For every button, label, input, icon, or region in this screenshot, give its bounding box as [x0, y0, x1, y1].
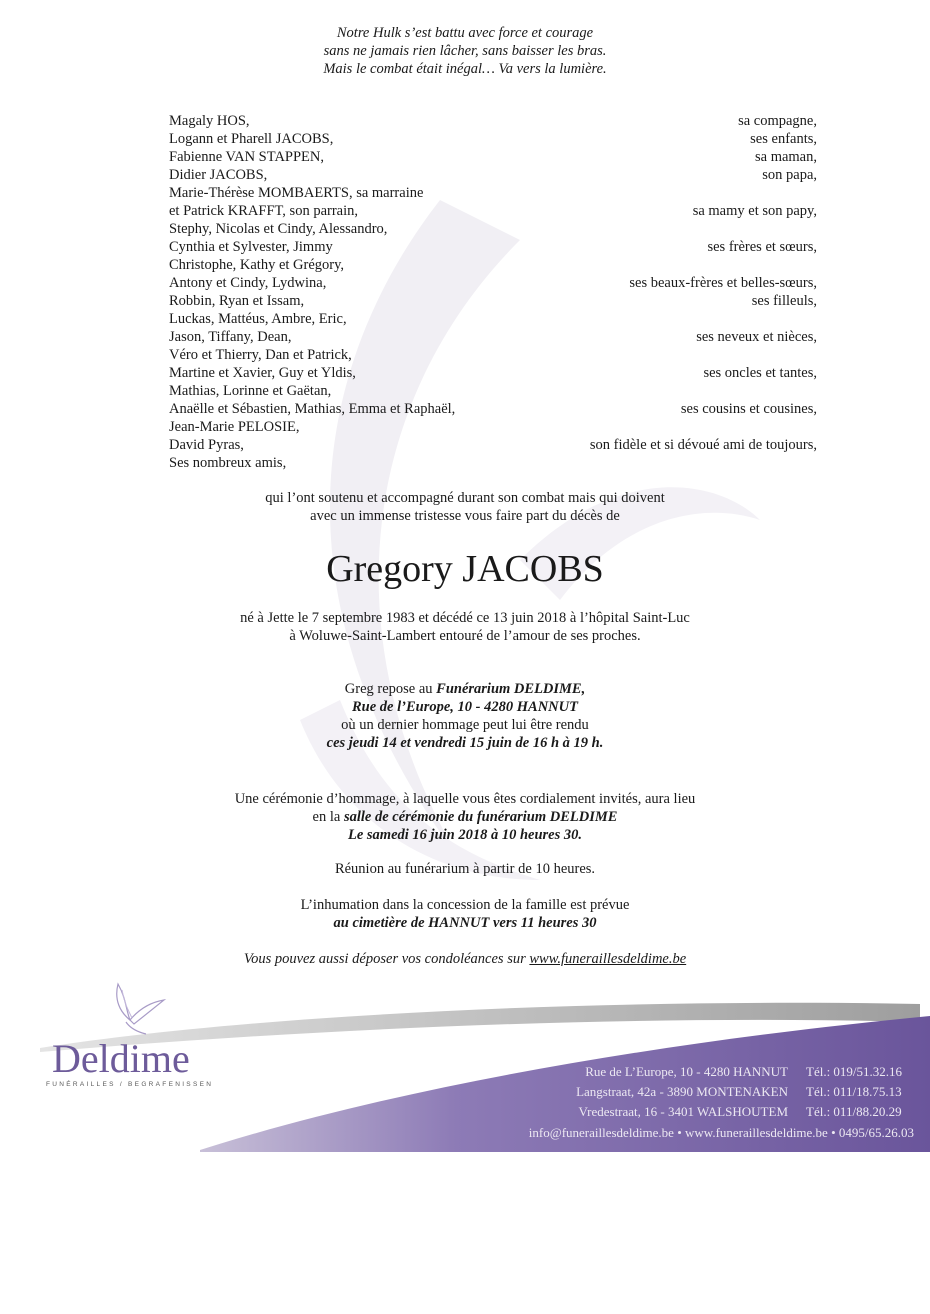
poem-line: sans ne jamais rien lâcher, sans baisser les bras.	[323, 43, 607, 59]
repose-address: Rue de l’Europe, 10 - 4280 HANNUT	[352, 699, 578, 715]
repose-dates: ces jeudi 14 et vendredi 15 juin de 16 h à 19 h.	[326, 735, 604, 751]
intro-line: avec un immense tristesse vous faire part du décès de	[310, 508, 620, 524]
dove-icon	[100, 980, 170, 1040]
repose-prefix: Greg repose au	[344, 681, 437, 697]
family-row	[169, 148, 817, 166]
family-relation: sa maman,	[754, 149, 817, 165]
family-member: Ses nombreux amis,	[169, 455, 287, 471]
family-relation: ses beaux-frères et belles-sœurs,	[629, 275, 817, 291]
reunion-info: Réunion au funérarium à partir de 10 heures.	[334, 861, 596, 877]
burial-place: au cimetière de HANNUT vers 11 heures 30	[333, 915, 597, 931]
family-row	[169, 184, 817, 202]
address-montenaken: Langstraat, 42a - 3890 MONTENAKEN	[576, 1084, 788, 1099]
burial-line: L’inhumation dans la concession de la famille est prévue	[300, 897, 630, 913]
family-relation: sa compagne,	[738, 113, 817, 129]
repose-line	[0, 680, 930, 698]
intro-line: qui l’ont soutenu et accompagné durant son combat mais qui doivent	[265, 490, 665, 506]
address-walshoutem: Vredestraat, 16 - 3401 WALSHOUTEM	[578, 1104, 788, 1119]
family-member: Cynthia et Sylvester, Jimmy	[169, 239, 333, 255]
family-row	[169, 166, 817, 184]
ceremony-place: salle de cérémonie du funérarium DELDIME	[343, 809, 618, 825]
family-member: Martine et Xavier, Guy et Yldis,	[169, 365, 356, 381]
family-member: Véro et Thierry, Dan et Patrick,	[169, 347, 352, 363]
family-relation: ses neveux et nièces,	[696, 329, 817, 345]
burial-info	[0, 896, 930, 932]
poem-line: Mais le combat était inégal… Va vers la lumière.	[323, 61, 607, 77]
family-row	[169, 274, 817, 292]
logo-tagline: FUNÉRAILLES / BEGRAFENISSEN	[46, 1081, 214, 1088]
announcement-intro	[0, 489, 930, 525]
family-member: Christophe, Kathy et Grégory,	[169, 257, 345, 273]
birth-line: à Woluwe-Saint-Lambert entouré de l’amour de ses proches.	[289, 628, 641, 644]
family-member: Marie-Thérèse MOMBAERTS, sa marraine	[169, 185, 424, 201]
birth-line: né à Jette le 7 septembre 1983 et décédé ce 13 juin 2018 à l’hôpital Saint-Luc	[240, 610, 690, 626]
poem-line: Notre Hulk s’est battu avec force et courage	[336, 25, 594, 41]
family-member: Logann et Pharell JACOBS,	[169, 131, 334, 147]
family-row	[169, 310, 817, 328]
ceremony-prefix: en la	[312, 809, 344, 825]
family-relation: ses enfants,	[750, 131, 817, 147]
family-member: Magaly HOS,	[169, 113, 250, 129]
family-row	[169, 202, 817, 220]
condolences-note	[0, 950, 930, 968]
family-member: et Patrick KRAFFT, son parrain,	[169, 203, 359, 219]
phone-hannut: Tél.: 019/51.32.16	[806, 1064, 903, 1079]
family-row	[169, 382, 817, 400]
ceremony-line: Une cérémonie d’hommage, à laquelle vous êtes cordialement invités, aura lieu	[234, 791, 696, 807]
condolences-link[interactable]: www.funeraillesdeldime.be	[529, 951, 687, 967]
ceremony-info	[0, 790, 930, 844]
family-member: Luckas, Mattéus, Ambre, Eric,	[169, 311, 347, 327]
family-list	[169, 112, 817, 472]
phone-walshoutem: Tél.: 011/88.20.29	[806, 1104, 902, 1119]
condolences-prefix: Vous pouvez aussi déposer vos condoléances sur	[243, 951, 530, 967]
repose-info	[0, 680, 930, 752]
family-member: Robbin, Ryan et Issam,	[169, 293, 305, 309]
family-relation: ses cousins et cousines,	[680, 401, 817, 417]
family-row	[169, 454, 817, 472]
family-row	[169, 346, 817, 364]
repose-line: où un dernier hommage peut lui être rendu	[341, 717, 589, 733]
family-member: Jean-Marie PELOSIE,	[169, 419, 300, 435]
family-row	[169, 220, 817, 238]
family-relation: sa mamy et son papy,	[692, 203, 817, 219]
family-member: Stephy, Nicolas et Cindy, Alessandro,	[169, 221, 388, 237]
family-relation: son papa,	[762, 167, 817, 183]
family-member: David Pyras,	[169, 437, 244, 453]
family-member: Jason, Tiffany, Dean,	[169, 329, 292, 345]
family-row	[169, 238, 817, 256]
family-relation: son fidèle et si dévoué ami de toujours,	[589, 437, 817, 453]
family-member: Fabienne VAN STAPPEN,	[169, 149, 324, 165]
birth-death-info	[0, 609, 930, 645]
family-row	[169, 292, 817, 310]
family-relation: ses filleuls,	[751, 293, 817, 309]
repose-place: Funérarium DELDIME,	[436, 681, 586, 697]
phone-montenaken: Tél.: 011/18.75.13	[806, 1084, 902, 1099]
family-member: Antony et Cindy, Lydwina,	[169, 275, 327, 291]
family-relation: ses frères et sœurs,	[707, 239, 817, 255]
address-hannut: Rue de L’Europe, 10 - 4280 HANNUT	[585, 1064, 788, 1079]
family-row	[169, 364, 817, 382]
family-member: Anaëlle et Sébastien, Mathias, Emma et Raphaël,	[169, 401, 456, 417]
poem	[0, 24, 930, 78]
ceremony-line	[0, 808, 930, 826]
footer-contact: info@funeraillesdeldime.be • www.funeraillesdeldime.be • 0495/65.26.03	[528, 1125, 914, 1140]
deldime-logo: Deldime	[52, 1036, 190, 1081]
family-row	[169, 256, 817, 274]
family-row	[169, 112, 817, 130]
family-row	[169, 130, 817, 148]
family-row	[169, 418, 817, 436]
family-row	[169, 436, 817, 454]
family-member: Didier JACOBS,	[169, 167, 268, 183]
family-member: Mathias, Lorinne et Gaëtan,	[169, 383, 332, 399]
ceremony-date: Le samedi 16 juin 2018 à 10 heures 30.	[347, 827, 583, 843]
family-row	[169, 328, 817, 346]
family-row	[169, 400, 817, 418]
family-relation: ses oncles et tantes,	[703, 365, 817, 381]
deceased-name: Gregory JACOBS	[326, 548, 604, 590]
